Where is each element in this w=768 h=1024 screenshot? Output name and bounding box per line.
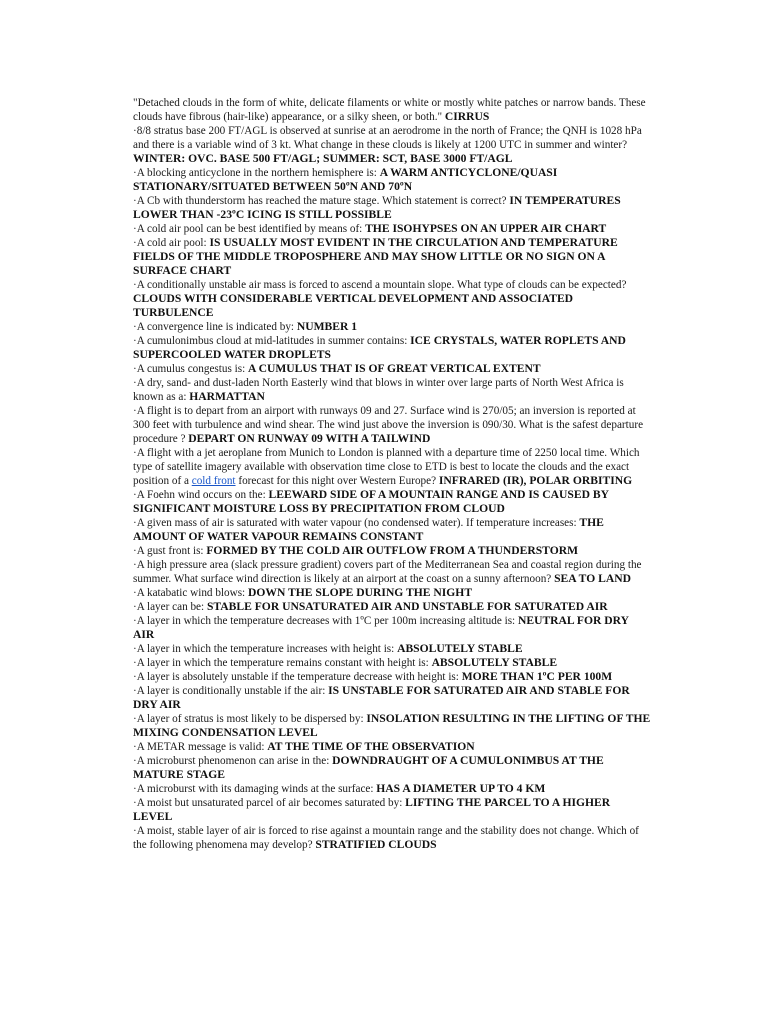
answer-text: ABSOLUTELY STABLE (397, 642, 523, 655)
qa-item (133, 376, 651, 404)
cold-front-link[interactable]: cold front (191, 475, 236, 487)
question-text: "Detached clouds in the form of white, delicate filaments or white or mostly white patches or narrow bands. These clouds have fibrous (hair-like) appearance, or a silky sheen, or both." (133, 97, 646, 123)
qa-item (133, 796, 651, 824)
answer-text: IS UNSTABLE FOR SATURATED AIR AND STABLE FOR DRY AIR (133, 684, 630, 711)
question-text: ·A katabatic wind blows: (133, 587, 248, 599)
qa-item (133, 656, 651, 670)
question-text: ·A Cb with thunderstorm has reached the mature stage. Which statement is correct? (133, 195, 510, 207)
qa-item (133, 488, 651, 516)
answer-text: CLOUDS WITH CONSIDERABLE VERTICAL DEVELOPMENT AND ASSOCIATED TURBULENCE (133, 292, 574, 319)
answer-text: LIFTING THE PARCEL TO A HIGHER LEVEL (133, 796, 611, 823)
question-text-continued: forecast for this night over Western Europe? (235, 475, 439, 487)
question-text: ·A convergence line is indicated by: (133, 321, 297, 333)
qa-item (133, 670, 651, 684)
answer-text: NUMBER 1 (296, 320, 358, 333)
question-text: ·A flight is to depart from an airport with runways 09 and 27. Surface wind is 270/05; an inversion is reported at 300 feet with turbulence and wind shear. The wind just above the inversion is 090/30. What is the safest departure procedure ? (133, 405, 644, 445)
answer-text: A CUMULUS THAT IS OF GREAT VERTICAL EXTENT (247, 362, 541, 375)
qa-item (133, 516, 651, 544)
qa-item (133, 782, 651, 796)
qa-item (133, 404, 651, 446)
qa-item (133, 320, 651, 334)
qa-item (133, 600, 651, 614)
question-text: ·8/8 stratus base 200 FT/AGL is observed at sunrise at an aerodrome in the north of France; the QNH is 1028 hPa and there is a variable wind of 3 kt. What change in these clouds is likely at 1200 UTC in summer and winter? (133, 125, 642, 151)
answer-text: HAS A DIAMETER UP TO 4 KM (376, 782, 546, 795)
question-text: ·A cold air pool can be best identified by means of: (133, 223, 366, 235)
answer-text: DOWN THE SLOPE DURING THE NIGHT (247, 586, 473, 599)
question-text: ·A given mass of air is saturated with water vapour (no condensed water). If temperature increases: (133, 517, 580, 529)
qa-item (133, 684, 651, 712)
question-text: ·A moist, stable layer of air is forced to rise against a mountain range and the stability does not change. Which of the following phenomena may develop? (133, 825, 639, 851)
qa-item (133, 96, 651, 124)
qa-item (133, 278, 651, 320)
qa-item (133, 166, 651, 194)
qa-item (133, 446, 651, 488)
answer-text: ICE CRYSTALS, WATER ROPLETS AND SUPERCOOLED WATER DROPLETS (133, 334, 626, 361)
question-text: ·A METAR message is valid: (133, 741, 268, 753)
question-text: ·A cumulonimbus cloud at mid-latitudes in summer contains: (133, 335, 411, 347)
question-text: ·A high pressure area (slack pressure gradient) covers part of the Mediterranean Sea and coastal region during the summer. What surface wind direction is likely at an airport at the coast on a sunny afternoon? (133, 559, 642, 585)
question-text: ·A microburst phenomenon can arise in the: (133, 755, 333, 767)
answer-text: INSOLATION RESULTING IN THE LIFTING OF THE MIXING CONDENSATION LEVEL (133, 712, 651, 739)
question-text: ·A moist but unsaturated parcel of air becomes saturated by: (133, 797, 406, 809)
answer-text: THE ISOHYPSES ON AN UPPER AIR CHART (365, 222, 607, 235)
question-text: ·A flight with a jet aeroplane from Munich to London is planned with a departure time of 2250 local time. Which type of satellite imagery available with observation time close to ETD is best to locate the clouds and the exact position of a (133, 447, 640, 487)
answer-text: STRATIFIED CLOUDS (315, 838, 437, 851)
qa-item (133, 334, 651, 362)
question-text: ·A layer in which the temperature remains constant with height is: (133, 657, 432, 669)
question-text: ·A layer can be: (133, 601, 207, 613)
qa-item (133, 586, 651, 600)
question-text: ·A layer of stratus is most likely to be dispersed by: (133, 713, 367, 725)
answer-text: A WARM ANTICYCLONE/QUASI STATIONARY/SITUATED BETWEEN 50ºN AND 70ºN (133, 166, 558, 193)
question-text: ·A layer in which the temperature decreases with 1ºC per 100m increasing altitude is: (133, 615, 518, 627)
question-text: ·A layer in which the temperature increases with height is: (133, 643, 398, 655)
document-body (133, 96, 651, 852)
question-text: ·A conditionally unstable air mass is forced to ascend a mountain slope. What type of clouds can be expected? (133, 279, 627, 291)
answer-text: IS USUALLY MOST EVIDENT IN THE CIRCULATION AND TEMPERATURE FIELDS OF THE MIDDLE TROPOSPHERE AND MAY SHOW LITTLE OR NO SIGN ON A SURFACE CHART (133, 236, 618, 277)
question-text: ·A cumulus congestus is: (133, 363, 248, 375)
qa-item (133, 824, 651, 852)
answer-text: MORE THAN 1ºC PER 100M (461, 670, 613, 683)
answer-text: STABLE FOR UNSATURATED AIR AND UNSTABLE FOR SATURATED AIR (206, 600, 608, 613)
answer-text: DOWNDRAUGHT OF A CUMULONIMBUS AT THE MATURE STAGE (133, 754, 604, 781)
answer-text: ABSOLUTELY STABLE (431, 656, 558, 669)
question-text: ·A microburst with its damaging winds at the surface: (133, 783, 377, 795)
answer-text: LEEWARD SIDE OF A MOUNTAIN RANGE AND IS CAUSED BY SIGNIFICANT MOISTURE LOSS BY PRECIPITATION FROM CLOUD (133, 488, 609, 515)
answer-text: FORMED BY THE COLD AIR OUTFLOW FROM A THUNDERSTORM (206, 544, 579, 557)
question-text: ·A cold air pool: (133, 237, 210, 249)
qa-item (133, 642, 651, 656)
answer-text: IN TEMPERATURES LOWER THAN -23ºC ICING IS STILL POSSIBLE (133, 194, 621, 221)
question-text: ·A gust front is: (133, 545, 207, 557)
qa-item (133, 754, 651, 782)
qa-item (133, 362, 651, 376)
qa-item (133, 740, 651, 754)
qa-item (133, 544, 651, 558)
answer-text: CIRRUS (444, 110, 490, 123)
question-text: ·A layer is absolutely unstable if the temperature decrease with height is: (133, 671, 462, 683)
answer-text: AT THE TIME OF THE OBSERVATION (267, 740, 475, 753)
qa-item (133, 614, 651, 642)
qa-item (133, 558, 651, 586)
answer-text: HARMATTAN (189, 390, 265, 403)
answer-text: DEPART ON RUNWAY 09 WITH A TAILWIND (188, 432, 431, 445)
qa-item (133, 194, 651, 222)
question-text: ·A blocking anticyclone in the northern hemisphere is: (133, 167, 380, 179)
qa-item (133, 124, 651, 166)
qa-item (133, 222, 651, 236)
answer-text: WINTER: OVC. BASE 500 FT/AGL; SUMMER: SCT, BASE 3000 FT/AGL (133, 152, 513, 165)
answer-text: THE AMOUNT OF WATER VAPOUR REMAINS CONSTANT (133, 516, 604, 543)
qa-item (133, 712, 651, 740)
question-text: ·A Foehn wind occurs on the: (133, 489, 269, 501)
question-text: ·A dry, sand- and dust-laden North Easterly wind that blows in winter over large parts of North West Africa is known as a: (133, 377, 624, 403)
answer-text: INFRARED (IR), POLAR ORBITING (438, 474, 633, 487)
answer-text: NEUTRAL FOR DRY AIR (133, 614, 629, 641)
question-text: ·A layer is conditionally unstable if the air: (133, 685, 329, 697)
answer-text: SEA TO LAND (554, 572, 631, 585)
qa-item (133, 236, 651, 278)
